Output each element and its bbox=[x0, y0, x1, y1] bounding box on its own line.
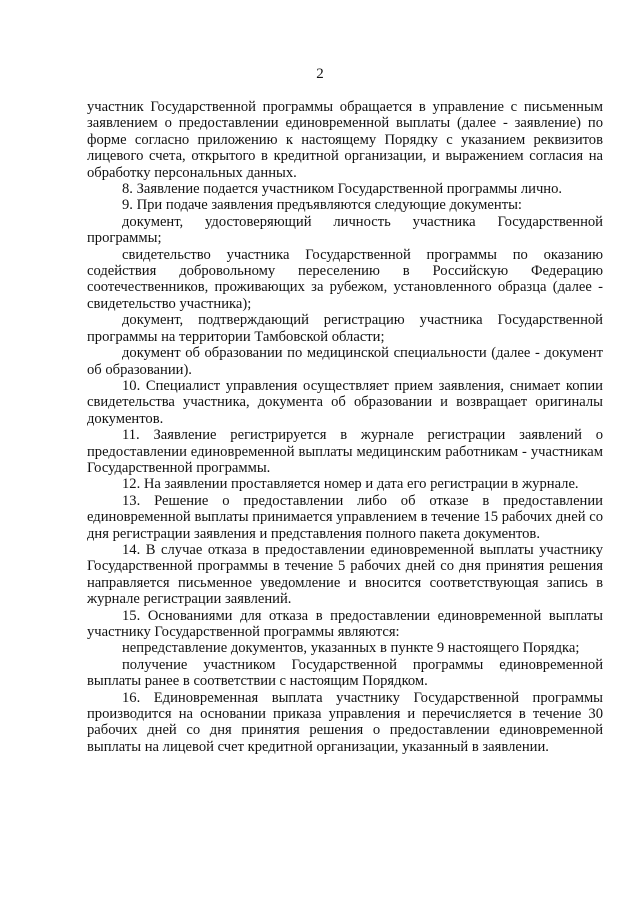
page-number: 2 bbox=[316, 66, 324, 82]
list-item-education-document: документ об образовании по медицинской специальности (далее - документ об образовании). bbox=[87, 345, 603, 378]
paragraph-9: 9. При подаче заявления предъявляются следующие документы: bbox=[122, 197, 522, 214]
list-item-identity-document: документ, удостоверяющий личность участника Государственной программы; bbox=[87, 213, 603, 247]
list-item-missing-documents: непредставление документов, указанных в пункте 9 настоящего Порядка; bbox=[122, 640, 580, 657]
paragraph-15: 15. Основаниями для отказа в предоставлении единовременной выплаты участнику Государственной программы являются: bbox=[87, 607, 603, 640]
paragraph-10: 10. Специалист управления осуществляет прием заявления, снимает копии свидетельства участника, документа об образовании и возвращает оригиналы документов. bbox=[87, 377, 603, 427]
paragraph-16: 16. Единовременная выплата участнику Государственной программы производится на основании приказа управления и перечисляется в течение 30 рабочих дней со дня принятия решения о предоставлении единовременной выплаты на лицевой счет кредитной организации, указанный в заявлении. bbox=[87, 689, 603, 755]
paragraph-14: 14. В случае отказа в предоставлении единовременной выплаты участнику Государственной программы в течение 5 рабочих дней со дня принятия решения направляется письменное уведомление и вносится соответствующая запись в журнале регистрации заявлений. bbox=[87, 541, 603, 608]
list-item-registration-document: документ, подтверждающий регистрацию участника Государственной программы на территории Тамбовской области; bbox=[87, 312, 603, 345]
paragraph-12: 12. На заявлении проставляется номер и дата его регистрации в журнале. bbox=[122, 476, 579, 493]
paragraph-13: 13. Решение о предоставлении либо об отказе в предоставлении единовременной выплаты принимается управлением в течение 15 рабочих дней со дня регистрации заявления и представления полного пакета документов. bbox=[87, 492, 603, 542]
paragraph-11: 11. Заявление регистрируется в журнале регистрации заявлений о предоставлении единовременной выплаты медицинским работникам - участникам Государственной программы. bbox=[87, 427, 603, 476]
list-item-participant-certificate: свидетельство участника Государственной программы по оказанию содействия добровольному переселению в Российскую Федерацию соотечественников, проживающих за рубежом, установленного образца (далее - свидетельство участника); bbox=[87, 246, 603, 312]
paragraph-continuation: участник Государственной программы обращается в управление с письменным заявлением о предоставлении единовременной выплаты (далее - заявление) по форме согласно приложению к настоящему Порядку с указанием реквизитов лицевого счета, открытого в кредитной организации, и выражением согласия на обработку персональных данных. bbox=[87, 99, 603, 181]
paragraph-8: 8. Заявление подается участником Государственной программы лично. bbox=[122, 181, 563, 198]
document-body bbox=[87, 99, 603, 755]
list-item-previous-payment: получение участником Государственной программы единовременной выплаты ранее в соответствии с настоящим Порядком. bbox=[87, 656, 603, 690]
